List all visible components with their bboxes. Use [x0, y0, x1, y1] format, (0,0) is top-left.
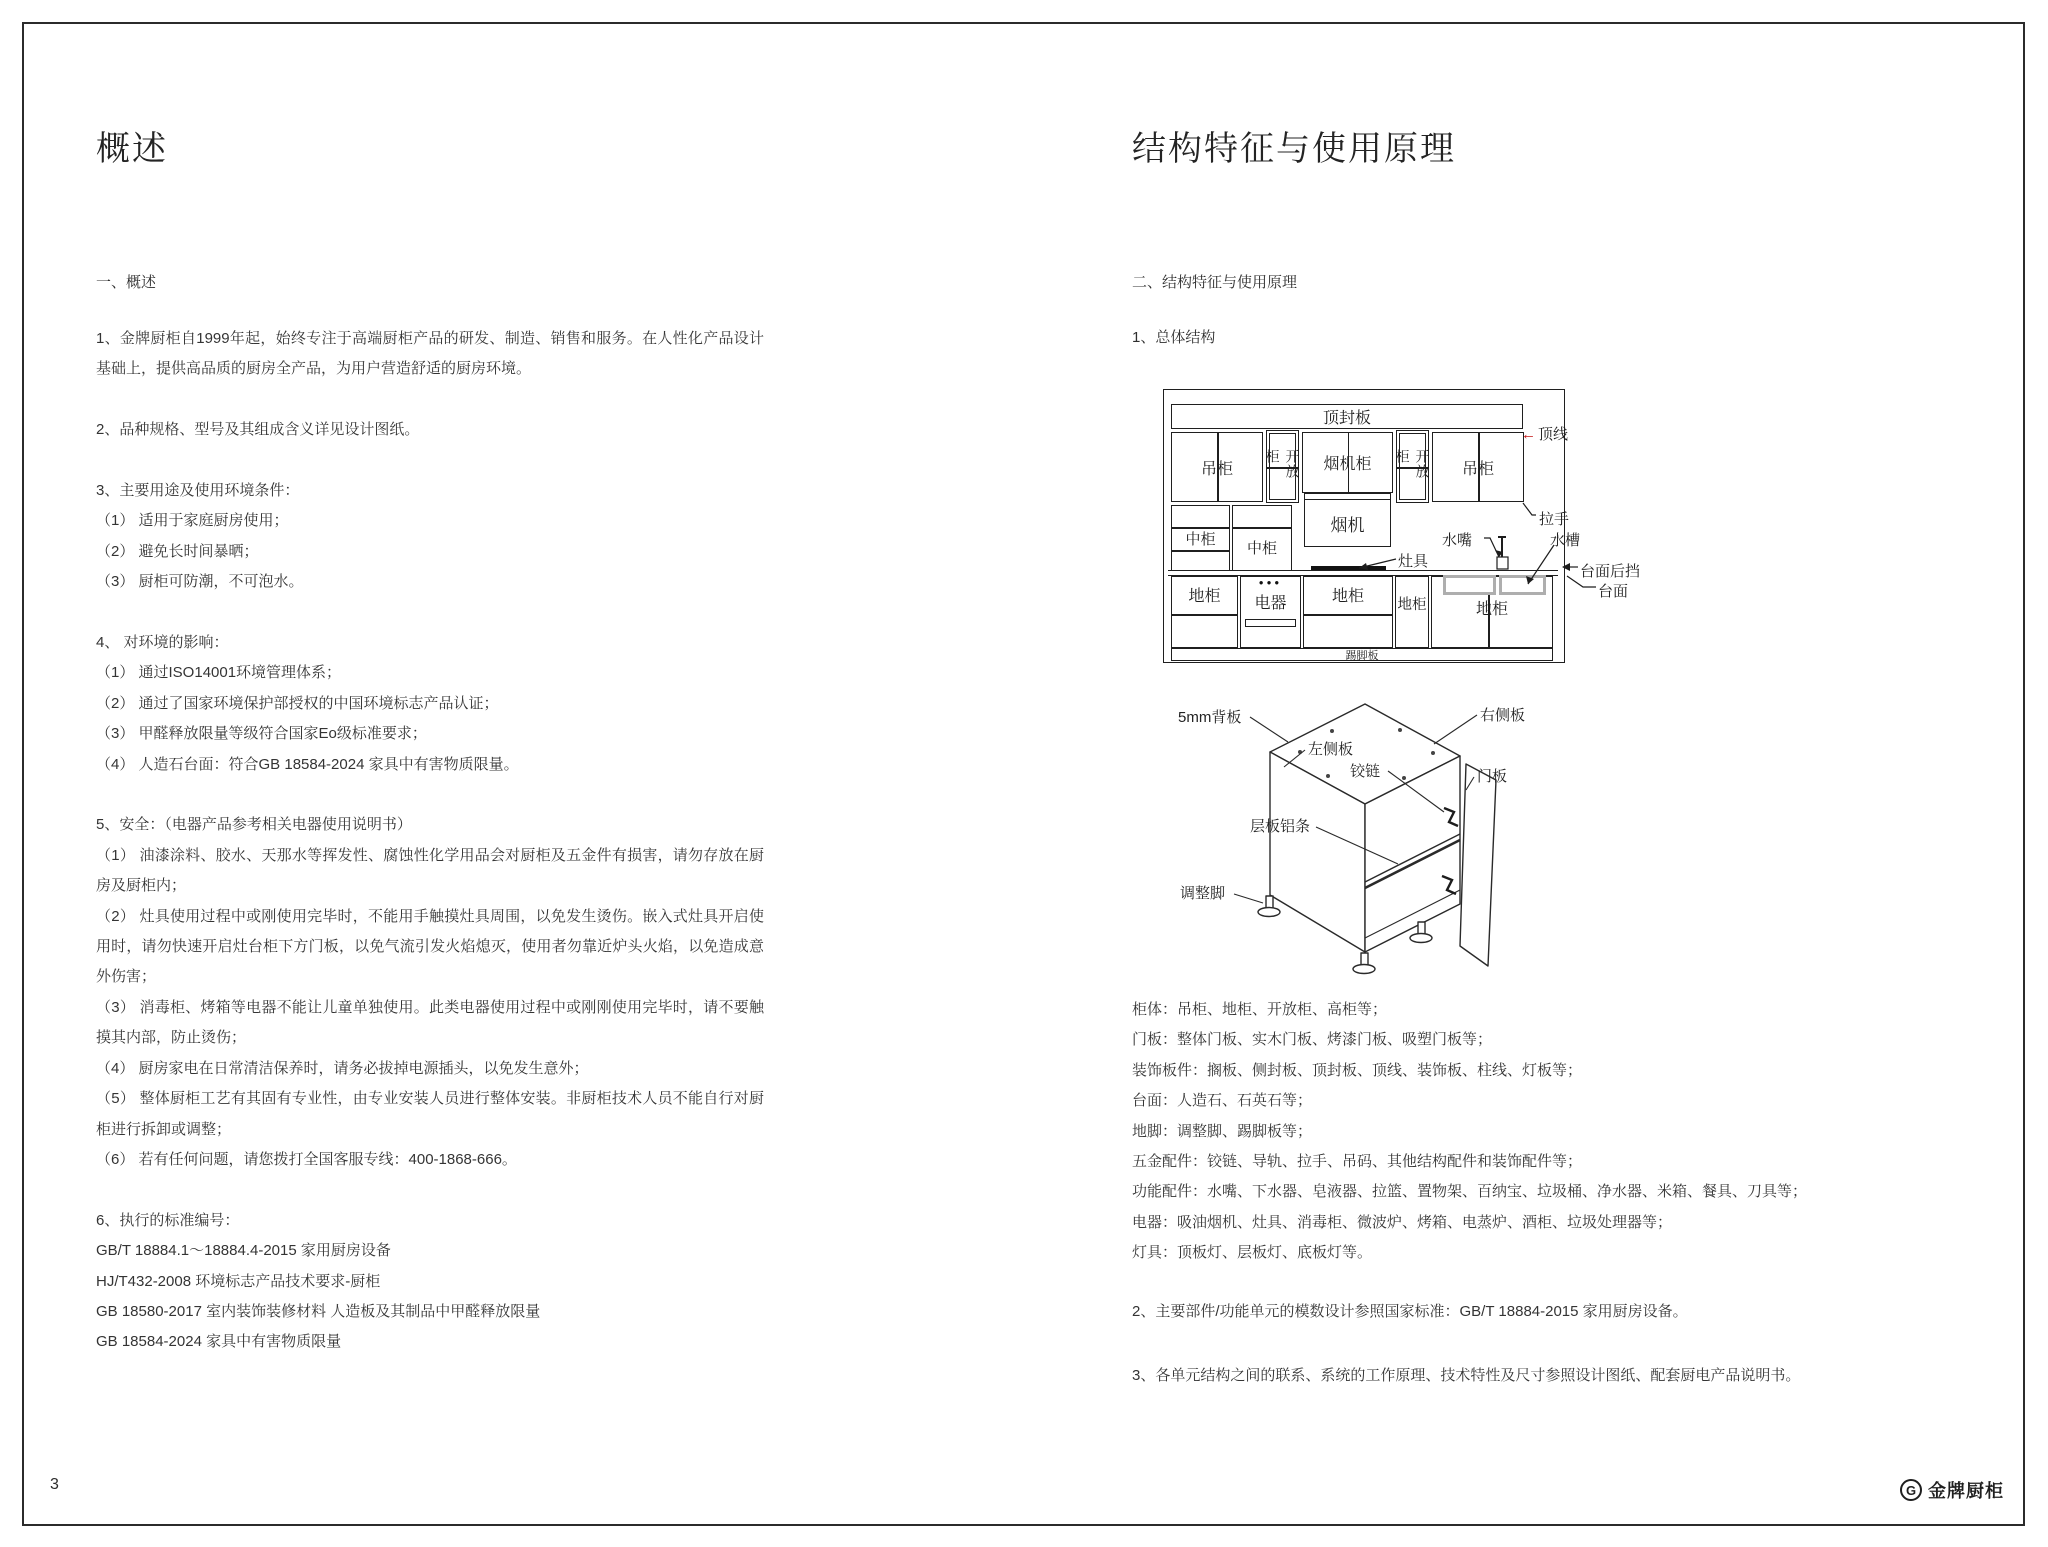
- standard-line: GB/T 18884.1～18884.4-2015 家用厨房设备: [96, 1242, 391, 1260]
- kd-hood-label: 烟机: [1330, 515, 1365, 535]
- standard-line: GB 18580-2017 室内装饰装修材料 人造板及其制品中甲醛释放限量: [96, 1302, 541, 1320]
- kd-sink-label: 水槽: [1550, 532, 1581, 549]
- list-item: （6） 若有任何问题，请您拨打全国客服专线：400-1868-666。: [96, 1150, 517, 1168]
- kd-mid-cabinet-label: 中柜: [1185, 530, 1216, 548]
- component-line: 灯具：顶板灯、层板灯、底板灯等。: [1132, 1244, 1373, 1262]
- kd-base-cabinet-1: [1171, 576, 1238, 648]
- list-item: （4） 人造石台面：符合GB 18584-2024 家具中有害物质限量。: [96, 755, 519, 773]
- c3d-backpanel-leader: [1250, 717, 1288, 742]
- page-number: 3: [50, 1476, 59, 1493]
- paragraph: 2、品种规格、型号及其组成含义详见设计图纸。: [96, 421, 420, 439]
- paragraph-block: [96, 324, 764, 385]
- list-item: （2） 通过了国家环境保护部授权的中国环境标志产品认证；: [96, 694, 499, 712]
- right-page-title: 结构特征与使用原理: [1132, 130, 1456, 168]
- kd-divider: [1172, 614, 1237, 616]
- paragraph-block: [96, 415, 764, 445]
- kd-sink-basin-left: [1443, 575, 1496, 595]
- c3d-foot-base: [1410, 934, 1432, 943]
- c3d-door-label: 门板: [1477, 768, 1508, 785]
- kd-oven-knobs: ●●●: [1258, 578, 1283, 587]
- paragraph-block: [96, 628, 764, 780]
- paragraph: 1、金牌厨柜自1999年起，始终专注于高端厨柜产品的研发、制造、销售和服务。在人性化产品设计基础上，提供高品质的厨房全产品，为用户营造舒适的厨房环境。: [96, 330, 764, 378]
- paragraph-block: [96, 1206, 764, 1358]
- component-line: 装饰板件：搁板、侧封板、顶封板、顶线、装饰板、柱线、灯板等；: [1132, 1061, 1583, 1079]
- paragraph: 3、各单元结构之间的联系、系统的工作原理、技术特性及尺寸参照设计图纸、配套厨电产品说明书。: [1132, 1367, 1801, 1384]
- list-item: （2） 灶具使用过程中或刚使用完毕时，不能用手触摸灶具周围，以免发生烫伤。嵌入式灶具开启使用时，请勿快速开启灶台柜下方门板，以免气流引发火焰熄灭，使用者勿靠近炉头火焰，以免造成意外伤害；: [96, 907, 764, 986]
- kd-topline-label: 顶线: [1538, 426, 1569, 443]
- paragraph-block: [96, 810, 764, 1175]
- red-arrow-icon: ←: [1521, 426, 1536, 443]
- kd-wall-cabinet-right: [1432, 432, 1524, 502]
- kd-open-cabinet-label: 开放柜: [1264, 448, 1301, 479]
- kd-topline-callout: [1521, 423, 1568, 444]
- kd-mid-cabinet-left: [1171, 505, 1230, 571]
- paragraph: 6、执行的标准编号：: [96, 1211, 240, 1229]
- component-line: 五金配件：铰链、导轨、拉手、吊码、其他结构配件和装饰配件等；: [1132, 1153, 1583, 1171]
- brand-g-icon: G: [1900, 1479, 1922, 1501]
- kd-top-seal-panel: [1171, 404, 1523, 429]
- kd-hood-cabinet: [1302, 432, 1393, 493]
- list-item: （1） 油漆涂料、胶水、天那水等挥发性、腐蚀性化学用品会对厨柜及五金件有损害，请勿存放在厨房及厨柜内；: [96, 846, 764, 895]
- kd-handle-label: 拉手: [1539, 511, 1570, 528]
- component-line: 电器：吸油烟机、灶具、消毒柜、微波炉、烤箱、电蒸炉、酒柜、垃圾处理器等；: [1132, 1213, 1673, 1231]
- standard-line: GB 18584-2024 家具中有害物质限量: [96, 1333, 342, 1351]
- left-page-title: 概述: [96, 130, 168, 168]
- list-item: （4） 厨房家电在日常清洁保养时，请务必拔掉电源插头，以免发生意外；: [96, 1059, 589, 1077]
- component-line: 功能配件：水嘴、下水器、皂液器、拉篮、置物架、百纳宝、垃圾桶、净水器、米箱、餐具、刀具等；: [1132, 1183, 1808, 1201]
- list-item: （2） 避免长时间暴晒；: [96, 542, 259, 560]
- kd-sink-basin-right: [1499, 575, 1546, 595]
- c3d-shelfstrip-label: 层板铝条: [1250, 818, 1311, 835]
- c3d-backpanel-label: 5mm背板: [1178, 709, 1242, 726]
- brand-name: 金牌厨柜: [1928, 1481, 2004, 1501]
- kd-cooktop-label: 灶具: [1398, 553, 1429, 570]
- c3d-foot-label: 调整脚: [1180, 885, 1226, 902]
- kd-oven-slot: [1245, 619, 1296, 627]
- cabinet-structure-diagram: [1150, 690, 1580, 980]
- kd-mid-cabinet-right: [1232, 505, 1292, 571]
- paragraph: 4、 对环境的影响：: [96, 634, 229, 652]
- kitchen-elevation-diagram: [1163, 389, 1708, 681]
- kd-base-cabinet-3: [1395, 576, 1429, 648]
- kd-open-cabinet-right: [1396, 430, 1429, 503]
- standard-line: HJ/T432-2008 环境标志产品技术要求-厨柜: [96, 1272, 381, 1290]
- list-item: （1） 通过ISO14001环境管理体系；: [96, 664, 342, 682]
- kd-open-cabinet-label: 开放柜: [1394, 448, 1431, 479]
- brand-logo: [1900, 1477, 2004, 1503]
- list-item: （5） 整体厨柜工艺有其固有专业性，由专业安装人员进行整体安装。非厨柜技术人员不能自行对厨柜进行拆卸或调整；: [96, 1090, 764, 1138]
- c3d-foot-base: [1258, 908, 1280, 917]
- right-sub-heading: 1、总体结构: [1132, 329, 1216, 346]
- component-list: [1132, 995, 1972, 1269]
- c3d-foot-base: [1353, 965, 1375, 974]
- kd-wall-cabinet-left: [1171, 432, 1263, 502]
- kd-divider: [1304, 614, 1392, 616]
- kd-base-cabinet-label: 地柜: [1331, 588, 1364, 605]
- list-item: （3） 厨柜可防潮，不可泡水。: [96, 573, 304, 591]
- c3d-rightpanel-label: 右侧板: [1480, 707, 1526, 724]
- kd-faucet-label: 水嘴: [1442, 532, 1473, 549]
- kd-hood-cabinet-label: 烟机柜: [1323, 456, 1372, 473]
- kd-base-cabinet-label: 地柜: [1397, 597, 1427, 613]
- kd-cooktop: [1311, 566, 1386, 570]
- kd-open-cabinet-left: [1266, 430, 1299, 503]
- kd-base-cabinet-label: 地柜: [1188, 588, 1221, 605]
- kd-range-hood: [1304, 499, 1391, 547]
- list-item: （3） 甲醛释放限量等级符合国家Eo级标准要求；: [96, 725, 427, 743]
- kd-wall-cabinet-label: 吊柜: [1200, 460, 1233, 478]
- list-item: （3） 消毒柜、烤箱等电器不能让儿童单独使用。此类电器使用过程中或刚刚使用完毕时，请不要触摸其内部，防止烫伤；: [96, 998, 764, 1047]
- kd-top-seal-label: 顶封板: [1322, 410, 1371, 427]
- kd-base-cabinet-2: [1303, 576, 1393, 648]
- c3d-leftpanel-label: 左侧板: [1308, 741, 1354, 758]
- kd-kickboard-label: 踢脚板: [1345, 649, 1379, 662]
- paragraph: 2、主要部件/功能单元的模数设计参照国家标准：GB/T 18884-2015 家用厨房设备。: [1132, 1303, 1688, 1320]
- component-line: 柜体：吊柜、地柜、开放柜、高柜等；: [1132, 1001, 1388, 1018]
- c3d-hinge-label: 铰链: [1350, 763, 1381, 780]
- left-body-text: [96, 324, 764, 1388]
- kd-counter-label: 台面: [1598, 583, 1629, 600]
- kd-appliance-cabinet: [1240, 576, 1301, 648]
- c3d-rightpanel-leader: [1434, 715, 1477, 744]
- component-line: 地脚：调整脚、踢脚板等；: [1132, 1122, 1313, 1140]
- kd-base-cabinet-label: 地柜: [1475, 601, 1508, 618]
- kd-appliance-label: 电器: [1254, 595, 1287, 612]
- kd-mid-cabinet-label: 中柜: [1246, 539, 1277, 557]
- component-line: 台面：人造石、石英石等；: [1132, 1092, 1313, 1110]
- paragraph: 3、主要用途及使用环境条件：: [96, 482, 300, 499]
- paragraph: 5、安全：（电器产品参考相关电器使用说明书）: [96, 816, 412, 834]
- paragraph-block: [96, 476, 764, 598]
- c3d-foot-leader: [1234, 894, 1263, 903]
- kd-wall-cabinet-label: 吊柜: [1461, 460, 1494, 478]
- left-section-heading: 一、概述: [96, 274, 157, 291]
- component-line: 门板：整体门板、实木门板、烤漆门板、吸塑门板等；: [1132, 1031, 1493, 1049]
- kd-counterback-label: 台面后挡: [1580, 563, 1641, 580]
- list-item: （1） 适用于家庭厨房使用；: [96, 512, 289, 530]
- right-section-heading: 二、结构特征与使用原理: [1132, 274, 1298, 291]
- kd-kickboard: [1171, 648, 1553, 661]
- c3d-door-panel: [1460, 764, 1496, 966]
